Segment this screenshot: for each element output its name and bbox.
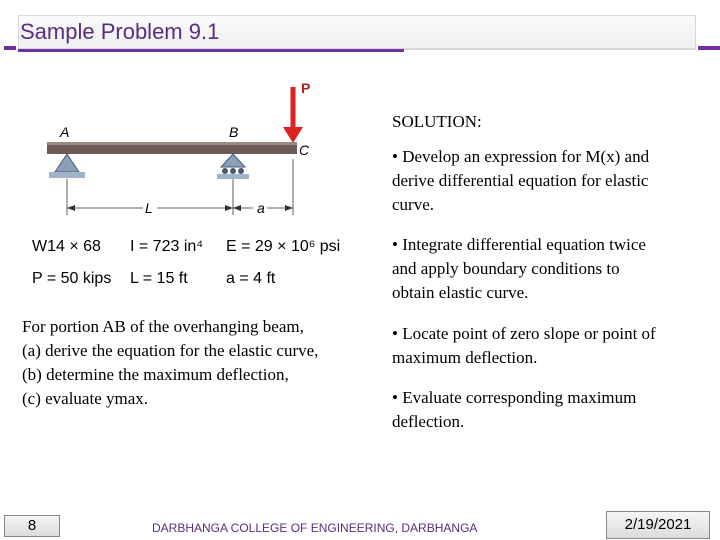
- problem-line-2: (a) derive the equation for the elastic curve,: [22, 341, 319, 360]
- section-value: W14 × 68: [32, 238, 101, 255]
- accent-bar-under: [18, 49, 404, 52]
- point-a-label: A: [60, 124, 70, 140]
- accent-bar-right: [698, 46, 720, 50]
- point-c-label: C: [299, 142, 310, 158]
- accent-bar-left: [4, 46, 16, 50]
- footer-institution: DARBHANGA COLLEGE OF ENGINEERING, DARBHANGA: [152, 521, 478, 535]
- page-number: 8: [4, 515, 60, 537]
- solution-step-2: • Integrate differential equation twice and apply boundary conditions to obtain elastic curve.: [392, 235, 646, 302]
- load-label: P: [301, 80, 311, 96]
- problem-statement: [22, 315, 318, 411]
- inertia-value: I = 723 in⁴: [130, 238, 204, 255]
- problem-line-3: (b) determine the maximum deflection,: [22, 365, 289, 384]
- problem-line-4: (c) evaluate ymax.: [22, 389, 149, 408]
- divider-line: [404, 49, 696, 50]
- solution-heading: SOLUTION:: [392, 112, 482, 131]
- problem-line-1: For portion AB of the overhanging beam,: [22, 317, 304, 336]
- solution-step-4: • Evaluate corresponding maximum deflection.: [392, 388, 637, 431]
- modulus-value: E = 29 × 10⁶ psi: [226, 238, 341, 255]
- solution-step-1: • Develop an expression for M(x) and derive differential equation for elastic curve.: [392, 147, 650, 214]
- load-value: P = 50 kips: [32, 270, 112, 287]
- overhang-value: a = 4 ft: [226, 270, 276, 287]
- solution-step-3: • Locate point of zero slope or point of maximum deflection.: [392, 324, 656, 367]
- length-value: L = 15 ft: [130, 270, 188, 287]
- roller-support: [221, 154, 245, 167]
- point-b-label: B: [229, 124, 239, 140]
- beam-figure: [25, 75, 325, 225]
- slide-title: Sample Problem 9.1: [20, 19, 220, 44]
- footer-date: 2/19/2021: [606, 511, 710, 539]
- span-L-label: L: [145, 200, 153, 216]
- pin-support: [55, 154, 79, 172]
- span-a-label: a: [257, 200, 265, 216]
- load-arrow-head: [283, 127, 303, 143]
